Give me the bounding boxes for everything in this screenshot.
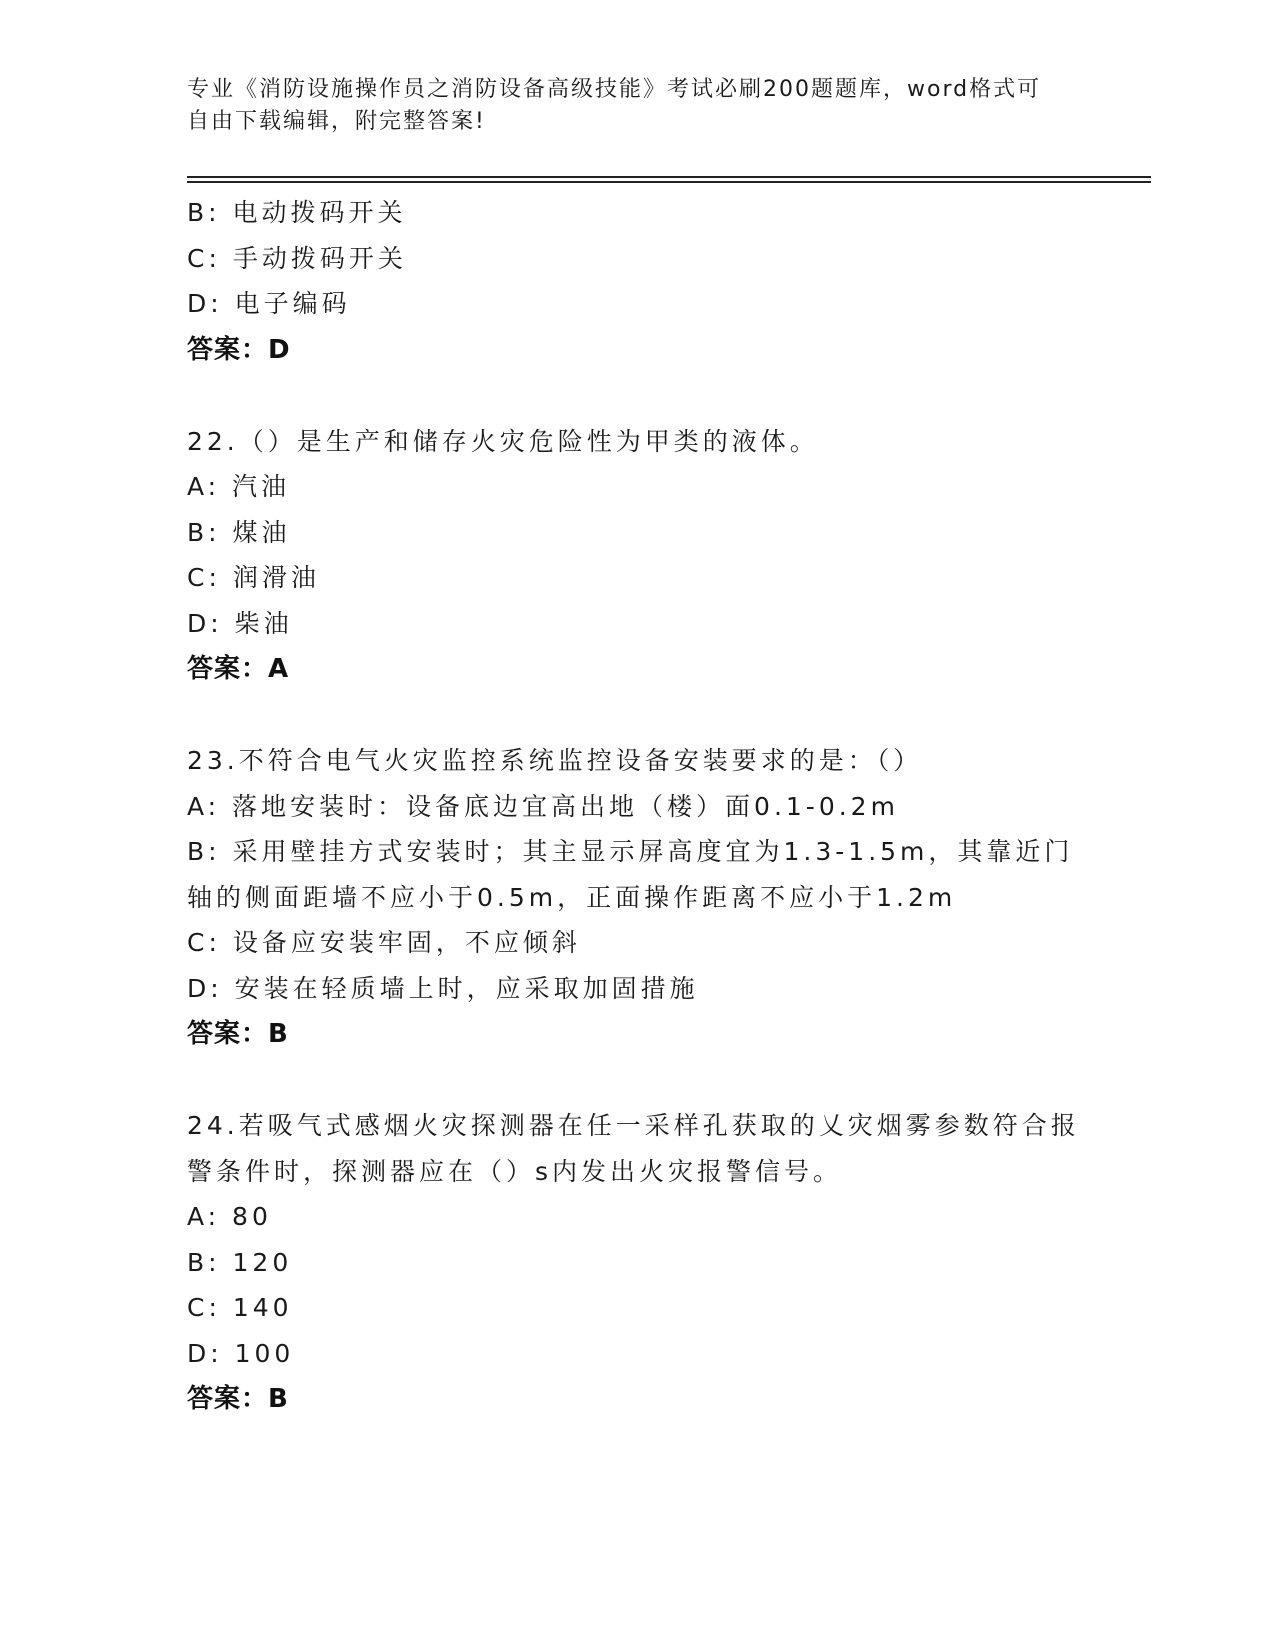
spacer [187, 1057, 1087, 1103]
option-c: C: 润滑油 [187, 563, 320, 592]
option-b: B: 120 [187, 1247, 293, 1277]
option-b: B: 电动拨码开关 [187, 198, 407, 227]
question-21 [187, 190, 1087, 373]
question-text: 24.若吸气式感烟火灾探测器在任一采样孔获取的乂灾烟雾参数符合报警条件时，探测器应在（）s内发出火灾报警信号。 [187, 1111, 1080, 1186]
question-text: 22.（）是生产和储存火灾危险性为甲类的液体。 [187, 426, 819, 456]
header-divider-top [187, 176, 1151, 178]
option-d: D: 柴油 [187, 608, 293, 638]
option-a: A: 落地安装时：设备底边宜高出地（楼）面0.1-0.2m [187, 791, 899, 821]
option-c: C: 手动拨码开关 [187, 243, 407, 273]
option-a: A: 80 [187, 1202, 272, 1231]
header-line-1: 专业《消防设施操作员之消防设备高级技能》考试必刷200题题库，word格式可 [187, 77, 1042, 102]
spacer [187, 373, 1087, 419]
option-b: B: 煤油 [187, 517, 291, 547]
document-header [187, 74, 1087, 138]
answer-line: 答案：D [187, 334, 291, 365]
header-divider-bottom [187, 181, 1151, 183]
option-d: D: 100 [187, 1338, 295, 1368]
question-22 [187, 419, 1087, 693]
spacer [187, 692, 1087, 738]
option-a: A: 汽油 [187, 472, 291, 501]
question-list [187, 190, 1087, 1422]
option-b: B: 采用壁挂方式安装时；其主显示屏高度宜为1.3-1.5m，其靠近门轴的侧面距墙不应小于0.5m，正面操作距离不应小于1.2m [187, 837, 1074, 912]
question-text: 23.不符合电气火灾监控系统监控设备安装要求的是：（） [187, 746, 923, 775]
answer-line: 答案：B [187, 1019, 289, 1049]
option-d: D: 安装在轻质墙上时，应采取加固措施 [187, 973, 699, 1003]
question-24 [187, 1103, 1087, 1422]
header-line-2: 自由下载编辑，附完整答案! [187, 109, 486, 134]
option-c: C: 140 [187, 1293, 293, 1322]
option-d: D: 电子编码 [187, 289, 351, 318]
answer-line: 答案：A [187, 654, 290, 684]
answer-line: 答案：B [187, 1384, 289, 1414]
question-23 [187, 738, 1087, 1057]
option-c: C: 设备应安装牢固，不应倾斜 [187, 928, 581, 957]
